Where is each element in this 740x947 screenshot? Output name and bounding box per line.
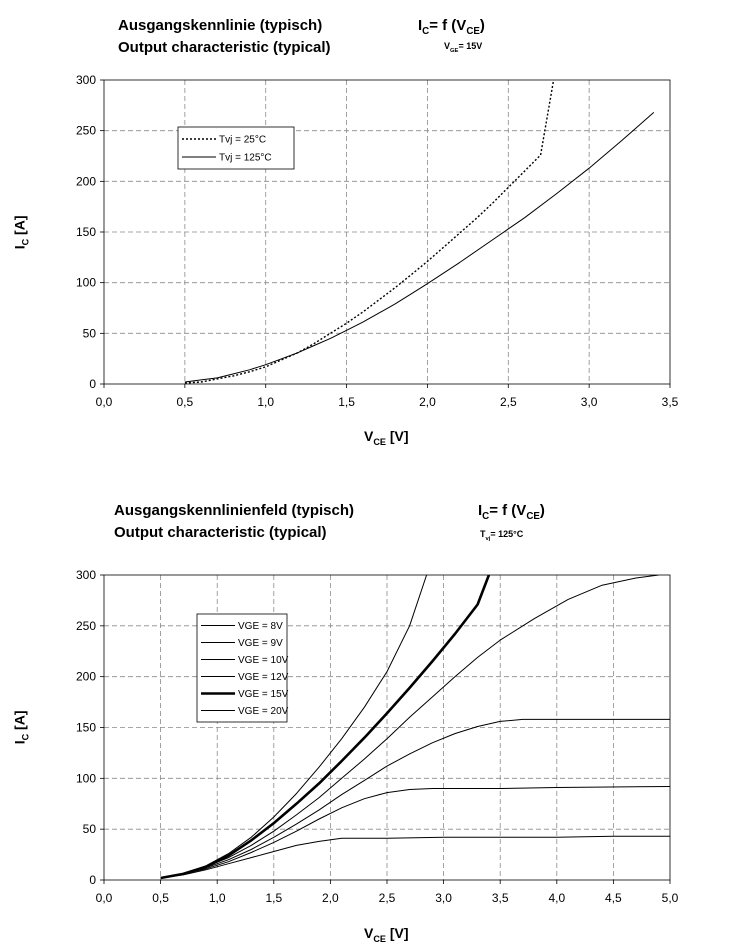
x-tick-label: 5,0: [661, 891, 679, 905]
chart2-condition: $T_{vj}= 125^\circ C$: [480, 529, 524, 542]
y-tick-label: 50: [82, 326, 96, 341]
series-line-0: [161, 836, 670, 878]
y-tick-label: 150: [75, 225, 96, 239]
series-line-2: [161, 719, 670, 878]
legend-label: VGE = 12V: [238, 672, 289, 683]
x-tick-label: 1,0: [257, 395, 275, 409]
x-tick-label: 0,5: [152, 891, 169, 905]
x-tick-label: 1,5: [338, 395, 355, 409]
chart2-title-de: Ausgangskennlinienfeld (typisch): [114, 502, 355, 519]
series-line-1: [161, 787, 670, 879]
x-tick-label: 3,5: [661, 395, 679, 409]
legend-label: VGE = 15V: [238, 689, 289, 700]
legend-label: Tvj = 125°C: [219, 152, 272, 164]
y-tick-label: 200: [75, 174, 96, 189]
legend-label: VGE = 10V: [238, 655, 289, 666]
y-tick-label: 0: [89, 377, 96, 391]
y-tick-label: 50: [82, 822, 96, 837]
x-tick-label: 1,0: [208, 891, 226, 905]
y-tick-label: 100: [75, 771, 96, 786]
x-tick-label: 3,5: [491, 891, 509, 905]
x-tick-label: 2,0: [419, 395, 436, 409]
series-line-0: [185, 80, 554, 383]
x-tick-label: 0,0: [95, 891, 113, 905]
y-tick-label: 200: [75, 669, 96, 684]
chart1-ylabel: $I_C$ [A]: [11, 215, 31, 250]
chart2-ylabel: $I_C$ [A]: [11, 710, 31, 745]
y-tick-label: 300: [75, 73, 96, 87]
x-tick-label: 3,0: [580, 395, 598, 409]
chart2-formula: $I_C= f$ $(V_{CE})$: [478, 502, 545, 522]
legend-label: Tvj = 25°C: [219, 134, 267, 146]
x-tick-label: 4,5: [605, 891, 622, 905]
chart2-title-en: Output characteristic (typical): [114, 524, 327, 541]
x-tick-label: 3,0: [435, 891, 452, 905]
chart1-title-de: Ausgangskennlinie (typisch): [118, 17, 323, 34]
legend-label: VGE = 20V: [238, 706, 289, 717]
x-tick-label: 4,0: [548, 891, 566, 905]
chart1-formula: $I_C= f$ $(V_{CE})$: [418, 17, 485, 37]
x-tick-label: 0,0: [95, 395, 113, 409]
x-tick-label: 2,5: [378, 891, 396, 905]
chart1-title-en: Output characteristic (typical): [118, 39, 331, 56]
legend-label: VGE = 9V: [238, 638, 283, 649]
chart1-xlabel: $V_{CE}$ [V]: [364, 428, 409, 447]
y-tick-label: 250: [75, 123, 96, 138]
x-tick-label: 1,5: [265, 891, 283, 905]
y-tick-label: 0: [89, 873, 96, 887]
y-tick-label: 250: [75, 618, 96, 633]
y-tick-label: 100: [75, 275, 96, 290]
legend-label: VGE = 8V: [238, 621, 283, 632]
y-tick-label: 150: [75, 720, 96, 735]
chart1-condition: $V_{GE}= 15V$: [444, 41, 483, 54]
x-tick-label: 2,0: [322, 891, 339, 905]
x-tick-label: 2,5: [499, 395, 517, 409]
y-tick-label: 300: [75, 568, 96, 582]
chart2-xlabel: $V_{CE}$ [V]: [364, 925, 409, 944]
x-tick-label: 0,5: [176, 395, 194, 409]
